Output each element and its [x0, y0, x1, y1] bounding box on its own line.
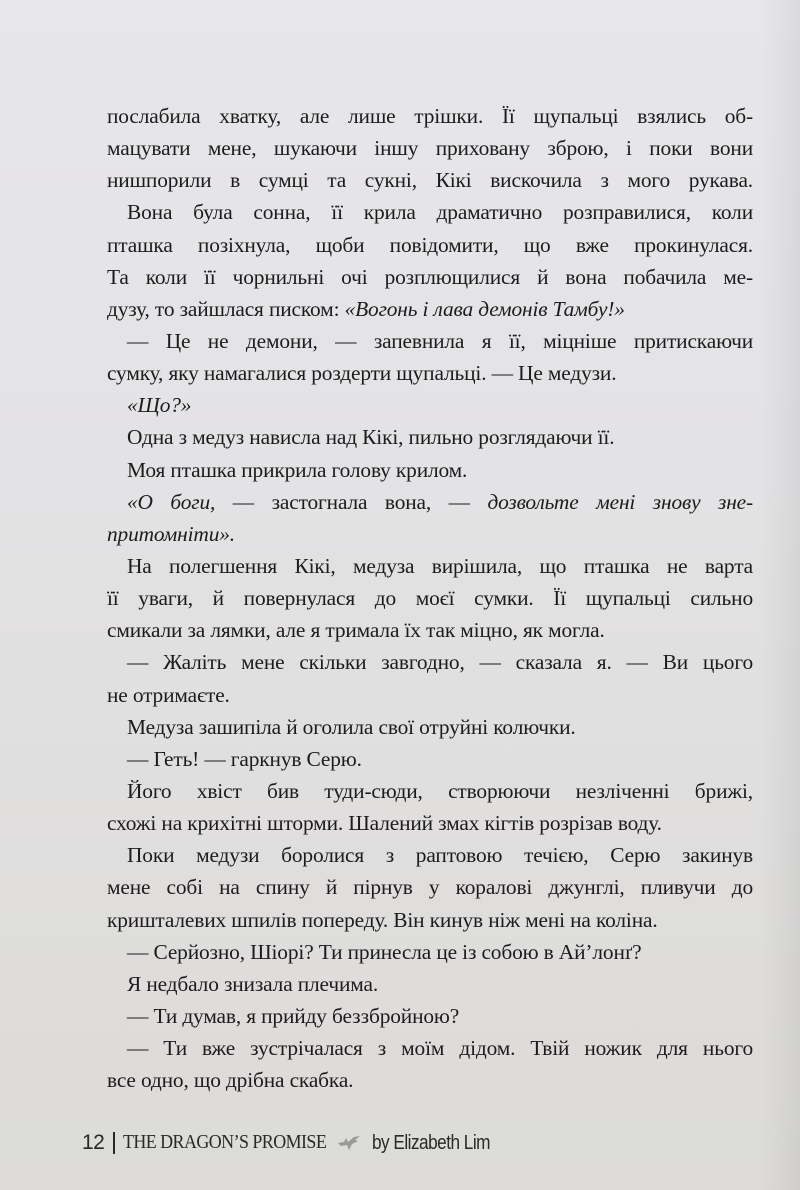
text-run: не отримаєте. — [107, 682, 230, 707]
text-line — [107, 486, 753, 518]
text-run: кришталевих шпилів попереду. Він кинув ніж мені на коліна. — [107, 907, 658, 932]
text-line — [107, 582, 753, 614]
text-line — [107, 936, 753, 968]
text-line — [107, 775, 753, 807]
italic-text: «О боги, — [127, 489, 233, 514]
text-line — [107, 293, 753, 325]
text-run: Моя пташка прикрила голову крилом. — [127, 457, 468, 482]
text-line — [107, 389, 753, 421]
text-line — [107, 518, 753, 550]
page-number: 12 — [82, 1131, 105, 1154]
book-title: THE DRAGON’S PROMISE — [122, 1132, 327, 1153]
text-line — [107, 132, 753, 164]
text-run: — Серйозно, Шіорі? Ти принесла це із собою в Ай’лонґ? — [127, 939, 642, 964]
text-line — [107, 711, 753, 743]
text-run: її уваги, й повернулася до моєї сумки. Її щупальці сильно — [107, 586, 753, 611]
italic-text: притомніти». — [107, 521, 236, 546]
text-run: пташка позіхнула, щоби повідомити, що вже прокинулася. — [107, 232, 753, 257]
text-line — [107, 1000, 753, 1032]
text-run: мацувати мене, шукаючи іншу приховану зброю, і поки вони — [107, 136, 753, 161]
text-line — [107, 196, 753, 228]
text-run: — Геть! — гаркнув Серю. — [127, 746, 362, 771]
text-line — [107, 550, 753, 582]
text-run: Його хвіст бив туди-сюди, створюючи незліченні брижі, — [127, 778, 753, 803]
body-text — [107, 100, 753, 1096]
italic-text: «Вогонь і лава демонів Тамбу!» — [344, 296, 625, 321]
page-footer — [82, 1128, 509, 1158]
text-line — [107, 261, 753, 293]
text-run: Та коли її чорнильні очі розплющилися й вона побачила ме- — [107, 264, 753, 289]
text-run: нишпорили в сумці та сукні, Кікі вискочила з мого рукава. — [107, 168, 753, 193]
author-credit: by Elizabeth Lim — [371, 1131, 490, 1154]
text-run: сумку, яку намагалися роздерти щупальці. — Це медузи. — [107, 361, 617, 386]
text-line — [107, 100, 753, 132]
text-line — [107, 646, 753, 678]
text-run: — Це не демони, — запевнила я її, міцніше притискаючи — [127, 328, 753, 353]
text-line — [107, 164, 753, 196]
text-line — [107, 839, 753, 871]
text-run: Поки медузи боролися з раптовою течією, Серю закинув — [127, 843, 753, 868]
text-run: дузу, то зайшлася писком: — [107, 296, 345, 321]
text-line — [107, 1032, 753, 1064]
text-line — [107, 357, 753, 389]
text-run: Я недбало знизала плечима. — [127, 971, 379, 996]
dragon-icon — [336, 1134, 362, 1152]
text-line — [107, 454, 753, 486]
text-run: — застогнала вона, — — [232, 489, 488, 514]
text-line — [107, 904, 753, 936]
text-line — [107, 614, 753, 646]
text-run: Медуза зашипіла й оголила свої отруйні колючки. — [127, 714, 576, 739]
text-run: мене собі на спину й пірнув у коралові джунглі, пливучи до — [107, 875, 753, 900]
text-run: послабила хватку, але лише трішки. Її щупальці взялись об- — [107, 104, 753, 128]
footer-divider — [113, 1132, 115, 1154]
text-run: Вона була сонна, її крила драматично розправилися, коли — [127, 200, 753, 225]
text-run: Одна з медуз нависла над Кікі, пильно розглядаючи її. — [127, 425, 615, 450]
text-line — [107, 968, 753, 1000]
italic-text: дозвольте мені знову зне- — [487, 489, 753, 514]
text-run: схожі на крихітні шторми. Шалений змах кігтів розрізав воду. — [107, 811, 662, 836]
text-line — [107, 325, 753, 357]
text-run: — Ти думав, я прийду беззбройною? — [127, 1003, 460, 1028]
text-run: На полегшення Кікі, медуза вирішила, що пташка не варта — [127, 553, 753, 578]
text-line — [107, 229, 753, 261]
italic-text: «Що?» — [127, 393, 192, 418]
text-line — [107, 743, 753, 775]
text-run: все одно, що дрібна скабка. — [107, 1068, 354, 1093]
text-line — [107, 1064, 753, 1096]
text-line — [107, 421, 753, 453]
text-run: — Жаліть мене скільки завгодно, — сказала я. — Ви цього — [127, 650, 753, 675]
text-line — [107, 871, 753, 903]
text-run: — Ти вже зустрічалася з моїм дідом. Твій ножик для нього — [127, 1036, 753, 1061]
text-run: смикали за лямки, але я тримала їх так міцно, як могла. — [107, 618, 605, 643]
text-line — [107, 807, 753, 839]
text-line — [107, 679, 753, 711]
